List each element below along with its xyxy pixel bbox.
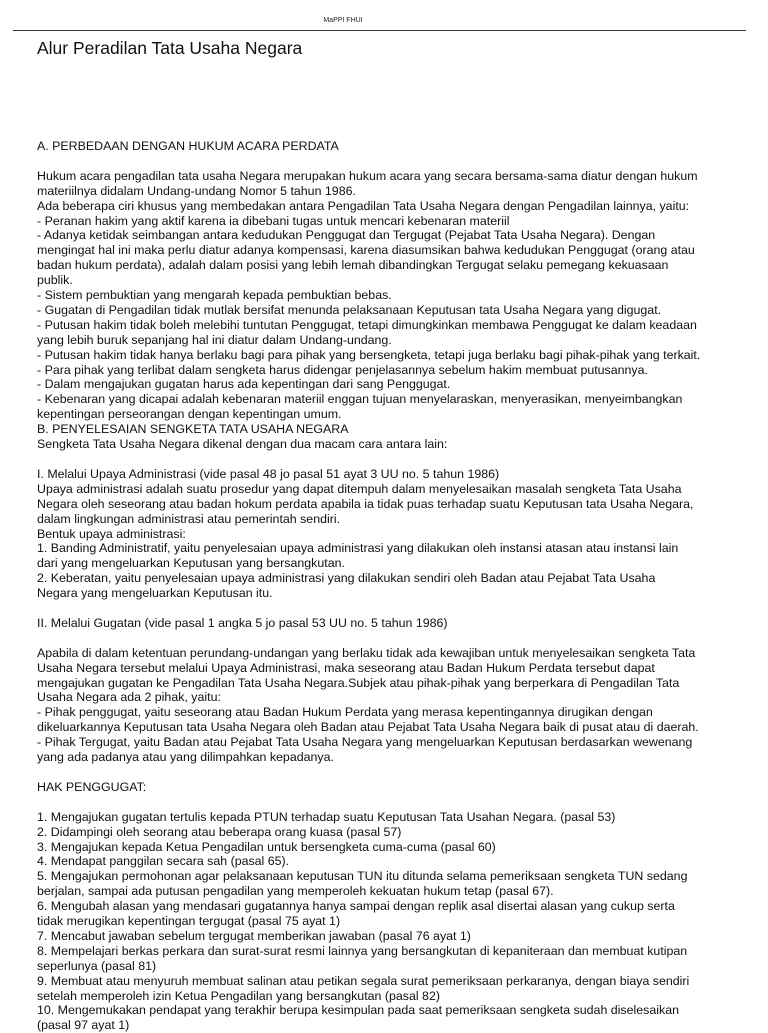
text-line: dikeluarkannya Keputusan tata Usaha Negara oleh Badan atau Pejabat Tata Usaha Negara baik di pusat atau di daerah. <box>37 720 699 735</box>
text-line: - Peranan hakim yang aktif karena ia dibebani tugas untuk mencari kebenaran materiil <box>37 213 510 228</box>
text-line: mengingat hal ini maka perlu diatur adanya kompensasi, karena diasumsikan bahwa kedudukan Penggugat (orang atau <box>37 243 695 258</box>
text-line: badan hukum perdata), adalah dalam posisi yang lebih lemah dibandingkan Tergugat selaku pemegang kekuasaan <box>37 258 669 273</box>
document-body <box>37 139 743 1033</box>
text-line: 6. Mengubah alasan yang mendasari gugatannya hanya sampai dengan replik asal disertai alasan yang cukup serta <box>37 899 675 914</box>
text-line: (pasal 97 ayat 1) <box>37 1018 130 1033</box>
text-line: materiilnya didalam Undang-undang Nomor 5 tahun 1986. <box>37 183 356 198</box>
text-line: tidak merugikan kepentingan tergugat (pasal 75 ayat 1) <box>37 914 341 929</box>
text-line: 2. Didampingi oleh seorang atau beberapa orang kuasa (pasal 57) <box>37 824 402 839</box>
blank-line <box>37 452 743 467</box>
text-line: yang ada padanya atau yang dilimpahkan kepadanya. <box>37 750 334 765</box>
text-line: - Putusan hakim tidak boleh melebihi tuntutan Penggugat, tetapi dimungkinkan membawa Penggugat ke dalam keadaan <box>37 317 697 332</box>
text-line: Hukum acara pengadilan tata usaha Negara merupakan hukum acara yang secara bersama-sama diatur dengan hukum <box>37 168 698 183</box>
text-line: Negara oleh seseorang atau badan hokum perdata apabila ia tidak puas terhadap suatu Keputusan tata Usaha Negara, <box>37 496 694 511</box>
text-line: Usaha Negara ada 2 pihak, yaitu: <box>37 690 221 705</box>
text-line: seperlunya (pasal 81) <box>37 958 157 973</box>
text-line: - Para pihak yang terlibat dalam sengketa harus didengar penjelasannya sebelum hakim membuat putusannya. <box>37 362 648 377</box>
blank-line <box>37 765 743 780</box>
text-line: - Kebenaran yang dicapai adalah kebenaran materiil enggan tujuan menyelaraskan, menyerasikan, menyeimbangkan <box>37 392 683 407</box>
text-line: 4. Mendapat panggilan secara sah (pasal 65). <box>37 854 290 869</box>
text-line: 9. Membuat atau menyuruh membuat salinan atau petikan segala surat pemeriksaan perkaranya, dengan biaya sendiri <box>37 973 690 988</box>
text-line: Bentuk upaya administrasi: <box>37 526 186 541</box>
text-line: - Dalam mengajukan gugatan harus ada kepentingan dari sang Penggugat. <box>37 377 451 392</box>
text-line: - Putusan hakim tidak hanya berlaku bagi para pihak yang bersengketa, tetapi juga berlaku bagi pihak-pihak yang terkait. <box>37 347 701 362</box>
page-header-source: MaPPI FHUI <box>323 17 363 24</box>
text-line: dalam lingkungan administrasi atau pemerintah sendiri. <box>37 511 341 526</box>
text-line: - Sistem pembuktian yang mengarah kepada pembuktian bebas. <box>37 288 392 303</box>
text-line: - Pihak penggugat, yaitu seseorang atau Badan Hukum Perdata yang merasa kepentingannya dirugikan dengan <box>37 705 653 720</box>
text-line: A. PERBEDAAN DENGAN HUKUM ACARA PERDATA <box>37 139 339 153</box>
text-line: kepentingan perseorangan dengan kepentingan umum. <box>37 407 342 422</box>
text-line: Upaya administrasi adalah suatu prosedur yang dapat ditempuh dalam menyelesaikan masalah sengketa Tata Usaha <box>37 481 682 496</box>
text-line: 8. Mempelajari berkas perkara dan surat-surat resmi lainnya yang bersangkutan di kepaniteraan dan membuat kutipan <box>37 943 688 958</box>
text-line: Apabila di dalam ketentuan perundang-undangan yang berlaku tidak ada kewajiban untuk menyelesaikan sengketa Tata <box>37 645 696 660</box>
text-line: 2. Keberatan, yaitu penyelesaian upaya administrasi yang dilakukan sendiri oleh Badan atau Pejabat Tata Usaha <box>37 571 656 586</box>
text-line: Usaha Negara tersebut melalui Upaya Administrasi, maka seseorang atau Badan Hukum Perdata tersebut dapat <box>37 660 655 675</box>
blank-line <box>37 795 743 810</box>
text-line: B. PENYELESAIAN SENGKETA TATA USAHA NEGARA <box>37 422 349 437</box>
text-line: I. Melalui Upaya Administrasi (vide pasal 48 jo pasal 51 ayat 3 UU no. 5 tahun 1986) <box>37 466 500 481</box>
document-title: Alur Peradilan Tata Usaha Negara <box>37 38 303 58</box>
header-divider <box>13 30 746 31</box>
text-line: - Pihak Tergugat, yaitu Badan atau Pejabat Tata Usaha Negara yang mengeluarkan Keputusan berdasarkan wewenang <box>37 735 693 750</box>
text-line: Ada beberapa ciri khusus yang membedakan antara Pengadilan Tata Usaha Negara dengan Pengadilan lainnya, yaitu: <box>37 198 690 213</box>
text-line: publik. <box>37 273 73 288</box>
blank-line <box>37 601 743 616</box>
text-line: 7. Mencabut jawaban sebelum tergugat memberikan jawaban (pasal 76 ayat 1) <box>37 928 471 943</box>
text-line: 10. Mengemukakan pendapat yang terakhir berupa kesimpulan pada saat pemeriksaan sengketa sudah diselesaikan <box>37 1003 679 1018</box>
text-line: - Adanya ketidak seimbangan antara kedudukan Penggugat dan Tergugat (Pejabat Tata Usaha Negara). Dengan <box>37 228 656 243</box>
text-line: setelah memperoleh izin Ketua Pengadilan yang bersangkutan (pasal 82) <box>37 988 440 1003</box>
text-line: 1. Banding Administratif, yaitu penyelesaian upaya administrasi yang dilakukan oleh instansi atasan atau instansi lain <box>37 541 679 556</box>
text-line: Negara yang mengeluarkan Keputusan itu. <box>37 586 273 601</box>
text-line: 5. Mengajukan permohonan agar pelaksanaan keputusan TUN itu ditunda selama pemeriksaan sengketa TUN sedang <box>37 869 688 884</box>
text-line: dari yang mengeluarkan Keputusan yang bersangkutan. <box>37 556 345 571</box>
text-line: berjalan, sampai ada putusan pengadilan yang memperoleh kekuatan hukum tetap (pasal 67). <box>37 884 554 899</box>
text-line: II. Melalui Gugatan (vide pasal 1 angka 5 jo pasal 53 UU no. 5 tahun 1986) <box>37 615 448 630</box>
text-line: HAK PENGGUGAT: <box>37 779 147 794</box>
text-line: Sengketa Tata Usaha Negara dikenal dengan dua macam cara antara lain: <box>37 437 448 452</box>
text-line: mengajukan gugatan ke Pengadilan Tata Usaha Negara.Subjek atau pihak-pihak yang berperkara di Pengadilan Tata <box>37 675 680 690</box>
text-line: 3. Mengajukan kepada Ketua Pengadilan untuk bersengketa cuma-cuma (pasal 60) <box>37 839 496 854</box>
text-line: 1. Mengajukan gugatan tertulis kepada PTUN terhadap suatu Keputusan Tata Usahan Negara. (pasal 53) <box>37 809 616 824</box>
blank-line <box>37 631 743 646</box>
text-line: yang lebih buruk sepanjang hal ini diatur dalam Undang-undang. <box>37 332 392 347</box>
text-line: - Gugatan di Pengadilan tidak mutlak bersifat menunda pelaksanaan Keputusan tata Usaha Negara yang digugat. <box>37 302 662 317</box>
blank-line <box>37 154 743 169</box>
